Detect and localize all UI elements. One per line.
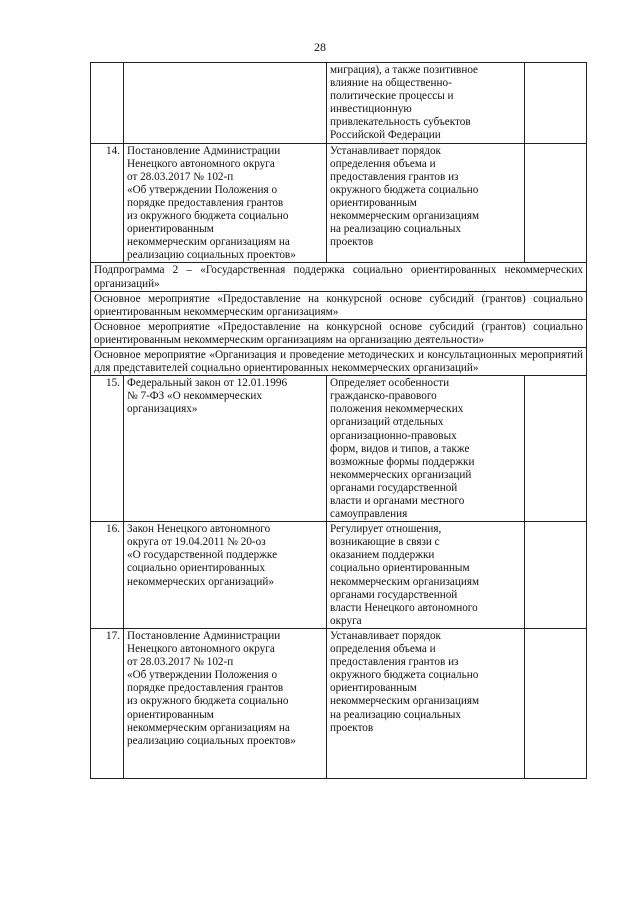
main-activity-heading: Основное мероприятие «Предоставление на конкурсной основе субсидий (грантов) социально ориентированным некоммерческим организациям на организацию деятельности» xyxy=(91,319,587,347)
row-number: 15. xyxy=(91,376,124,522)
table-row xyxy=(91,376,587,522)
subprogram-heading: Подпрограмма 2 – «Государственная поддержка социально ориентированных некоммерческих организаций» xyxy=(91,263,587,291)
description-cell: Регулирует отношения, возникающие в связи с оказанием поддержки социально ориентированным некоммерческим организациям органами государственной власти Ненецкого автономного округа xyxy=(327,522,525,629)
table-row xyxy=(91,628,587,778)
normative-act-cell: Постановление Администрации Ненецкого автономного округа от 28.03.2017 № 102-п «Об утверждении Положения о порядке предоставления грантов из окружного бюджета социально ориентированным некоммерческим организациям на реализацию социальных проектов» xyxy=(124,143,327,263)
main-activity-heading: Основное мероприятие «Организация и проведение методических и консультационных мероприятий для представителей социально ориентированных некоммерческих организаций» xyxy=(91,347,587,375)
table-row xyxy=(91,522,587,629)
section-row xyxy=(91,319,587,347)
row-number: 14. xyxy=(91,143,124,263)
main-activity-heading: Основное мероприятие «Предоставление на конкурсной основе субсидий (грантов) социально ориентированным некоммерческим организациям» xyxy=(91,291,587,319)
note-cell xyxy=(525,628,587,778)
table-row xyxy=(91,63,587,144)
row-number: 17. xyxy=(91,628,124,778)
description-cell: миграция), а также позитивное влияние на общественно- политические процессы и инвестиционную привлекательность субъектов Российской Федерации xyxy=(327,63,525,144)
section-row xyxy=(91,291,587,319)
row-number: 16. xyxy=(91,522,124,629)
note-cell xyxy=(525,63,587,144)
normative-act-cell: Закон Ненецкого автономного округа от 19.04.2011 № 20-оз «О государственной поддержке социально ориентированных некоммерческих организаций» xyxy=(124,522,327,629)
normative-act-cell: Постановление Администрации Ненецкого автономного округа от 28.03.2017 № 102-п «Об утверждении Положения о порядке предоставления грантов из окружного бюджета социально ориентированным некоммерческим организациям на реализацию социальных проектов» xyxy=(124,628,327,778)
description-cell: Устанавливает порядок определения объема и предоставления грантов из окружного бюджета социально ориентированным некоммерческим организациям на реализацию социальных проектов xyxy=(327,628,525,778)
note-cell xyxy=(525,376,587,522)
description-cell: Определяет особенности гражданско-правового положения некоммерческих организаций отдельных организационно-правовых форм, видов и типов, а также возможные формы поддержки некоммерческих организаций органами государственной власти и органами местного самоуправления xyxy=(327,376,525,522)
description-cell: Устанавливает порядок определения объема и предоставления грантов из окружного бюджета социально ориентированным некоммерческим организациям на реализацию социальных проектов xyxy=(327,143,525,263)
normative-act-cell: Федеральный закон от 12.01.1996 № 7-ФЗ «О некоммерческих организациях» xyxy=(124,376,327,522)
note-cell xyxy=(525,143,587,263)
page-number: 28 xyxy=(314,40,326,54)
row-number xyxy=(91,63,124,144)
normative-act-cell xyxy=(124,63,327,144)
section-row xyxy=(91,263,587,291)
legal-acts-table xyxy=(90,62,587,779)
section-row xyxy=(91,347,587,375)
note-cell xyxy=(525,522,587,629)
table-row xyxy=(91,143,587,263)
